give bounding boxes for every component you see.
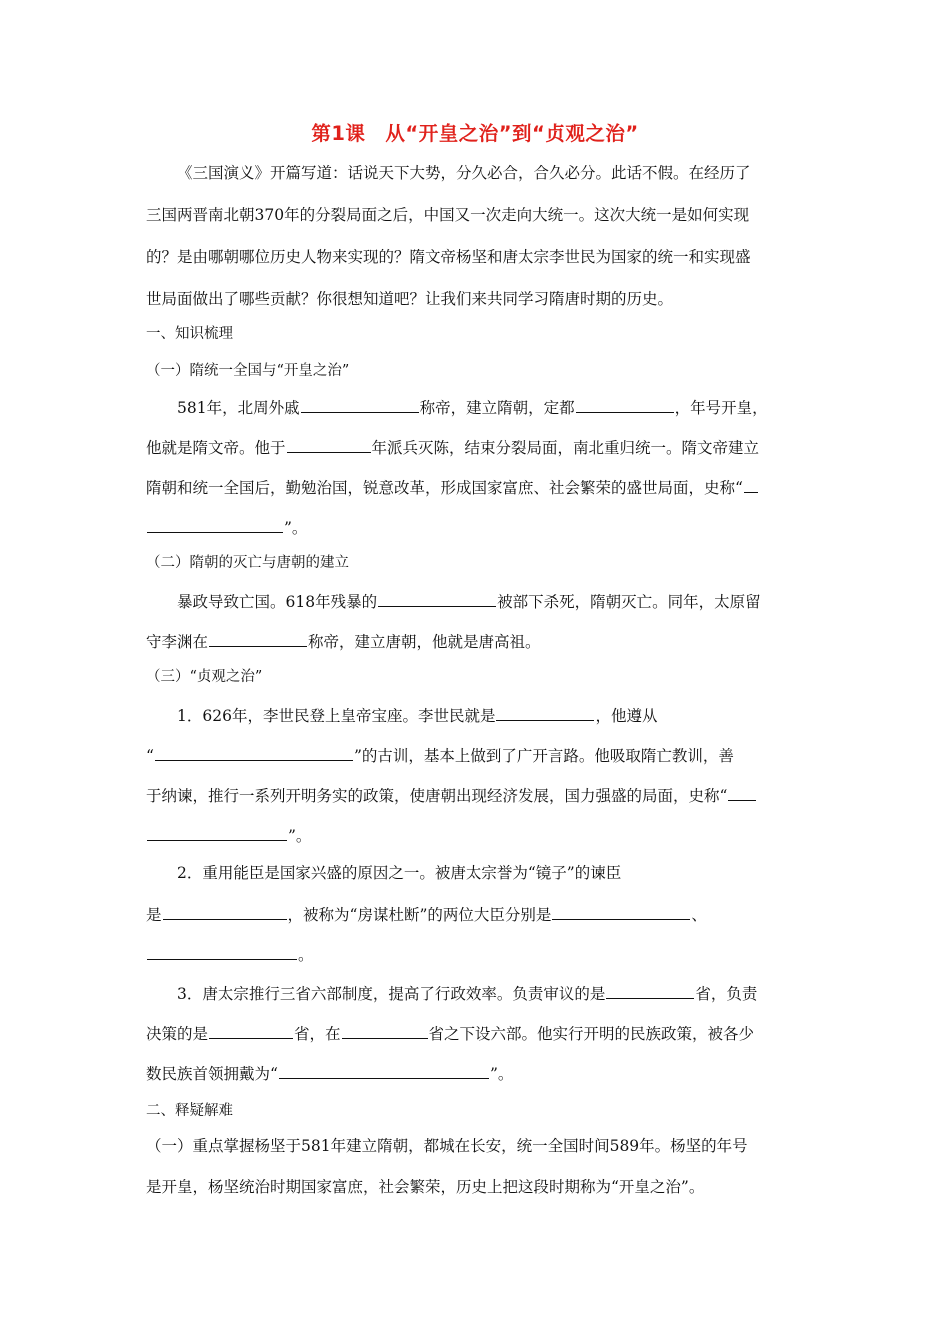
text: 省，在: [294, 1025, 341, 1043]
text: 1．626年，李世民登上皇帝宝座。李世民就是: [177, 707, 496, 725]
fill-blank[interactable]: [342, 1022, 428, 1039]
lesson-title: 第1课 从“开皇之治”到“贞观之治”: [311, 122, 639, 145]
s3-3-line-1: [177, 982, 800, 1005]
text: 守李渊在: [146, 633, 209, 651]
explain-line-1: （一）重点掌握杨坚于581年建立隋朝，都城在长安，统一全国时间589年。杨坚的年号: [146, 1137, 748, 1155]
text: 于纳谏，推行一系列开明务实的政策，使唐朝出现经济发展，国力强盛的局面，史称“: [146, 787, 728, 805]
subsection-title-1: （一）隋统一全国与“开皇之治”: [146, 363, 350, 379]
s2-line-2: [146, 630, 800, 653]
s1-line-3: [146, 476, 800, 499]
text: 。: [298, 946, 314, 964]
text: 暴政导致亡国。618年残暴的: [177, 593, 378, 611]
intro-line-3: 的？是由哪朝哪位历史人物来实现的？隋文帝杨坚和唐太宗李世民为国家的统一和实现盛: [146, 248, 751, 266]
s3-1-line-1: [177, 704, 800, 727]
fill-blank[interactable]: [744, 476, 758, 493]
fill-blank[interactable]: [147, 943, 297, 960]
fill-blank[interactable]: [209, 1022, 293, 1039]
s3-2-line-2: [146, 903, 800, 926]
text: ”。: [288, 827, 312, 845]
text: ”的古训，基本上做到了广开言路。他吸取隋亡教训，善: [353, 747, 734, 765]
fill-blank[interactable]: [155, 744, 353, 761]
s3-1-line-4: [146, 824, 800, 847]
text: 被部下杀死，隋朝灭亡。同年，太原留: [497, 593, 761, 611]
subsection-title-3: （三）“贞观之治”: [146, 669, 263, 685]
section-heading-explain: 二、释疑解难: [146, 1103, 233, 1119]
fill-blank[interactable]: [552, 903, 690, 920]
fill-blank[interactable]: [163, 903, 287, 920]
s1-line-4: [146, 516, 800, 539]
s3-1-line-2: [146, 744, 800, 767]
s3-1-line-3: [146, 784, 800, 807]
subsection-title-2: （二）隋朝的灭亡与唐朝的建立: [146, 555, 349, 571]
text: ”。: [489, 1065, 514, 1083]
text: 隋朝和统一全国后，勤勉治国，锐意改革，形成国家富庶、社会繁荣的盛世局面，史称“: [146, 479, 743, 497]
text: 数民族首领拥戴为“: [146, 1065, 278, 1083]
text: ，被称为“房谋杜断”的两位大臣分别是: [287, 906, 552, 924]
text: 、: [691, 906, 707, 924]
text: 省之下设六部。他实行开明的民族政策，被各少: [428, 1025, 755, 1043]
s3-2-line-3: [146, 943, 800, 966]
text: 年派兵灭陈，结束分裂局面，南北重归统一。隋文帝建立: [371, 439, 760, 457]
intro-line-2: 三国两晋南北朝370年的分裂局面之后，中国又一次走向大统一。这次大统一是如何实现: [146, 206, 750, 224]
intro-line-4: 世局面做出了哪些贡献？你很想知道吧？让我们来共同学习隋唐时期的历史。: [146, 290, 674, 308]
section-heading-knowledge: 一、知识梳理: [146, 326, 233, 342]
fill-blank[interactable]: [147, 824, 287, 841]
text: 581年，北周外戚: [177, 399, 300, 417]
fill-blank[interactable]: [287, 436, 371, 453]
s3-3-line-2: [146, 1022, 800, 1045]
fill-blank[interactable]: [209, 630, 307, 647]
text: ，年号开皇，: [674, 399, 768, 417]
fill-blank[interactable]: [378, 590, 496, 607]
text: 3．唐太宗推行三省六部制度，提高了行政效率。负责审议的是: [177, 985, 606, 1003]
text: 决策的是: [146, 1025, 209, 1043]
fill-blank[interactable]: [606, 982, 694, 999]
s3-2-line-1: 2．重用能臣是国家兴盛的原因之一。被唐太宗誉为“镜子”的谏臣: [177, 864, 622, 882]
intro-line-1: 《三国演义》开篇写道：话说天下大势，分久必合，合久必分。此话不假。在经历了: [177, 164, 751, 182]
text: 是: [146, 906, 162, 924]
text: 他就是隋文帝。他于: [146, 439, 286, 457]
fill-blank[interactable]: [576, 396, 674, 413]
text: ，他遵从: [595, 707, 658, 725]
text: ”。: [284, 519, 308, 537]
s1-line-1: [177, 396, 800, 419]
text: “: [146, 747, 154, 765]
s1-line-2: [146, 436, 800, 459]
s3-3-line-3: [146, 1062, 800, 1085]
fill-blank[interactable]: [496, 704, 594, 721]
s2-line-1: [177, 590, 800, 613]
text: 称帝，建立唐朝，他就是唐高祖。: [308, 633, 541, 651]
text: 称帝，建立隋朝，定都: [419, 399, 575, 417]
fill-blank[interactable]: [728, 784, 756, 801]
fill-blank[interactable]: [301, 396, 419, 413]
text: 省，负责: [695, 985, 758, 1003]
fill-blank[interactable]: [147, 516, 283, 533]
explain-line-2: 是开皇，杨坚统治时期国家富庶，社会繁荣，历史上把这段时期称为“开皇之治”。: [146, 1178, 705, 1196]
fill-blank[interactable]: [279, 1062, 489, 1079]
